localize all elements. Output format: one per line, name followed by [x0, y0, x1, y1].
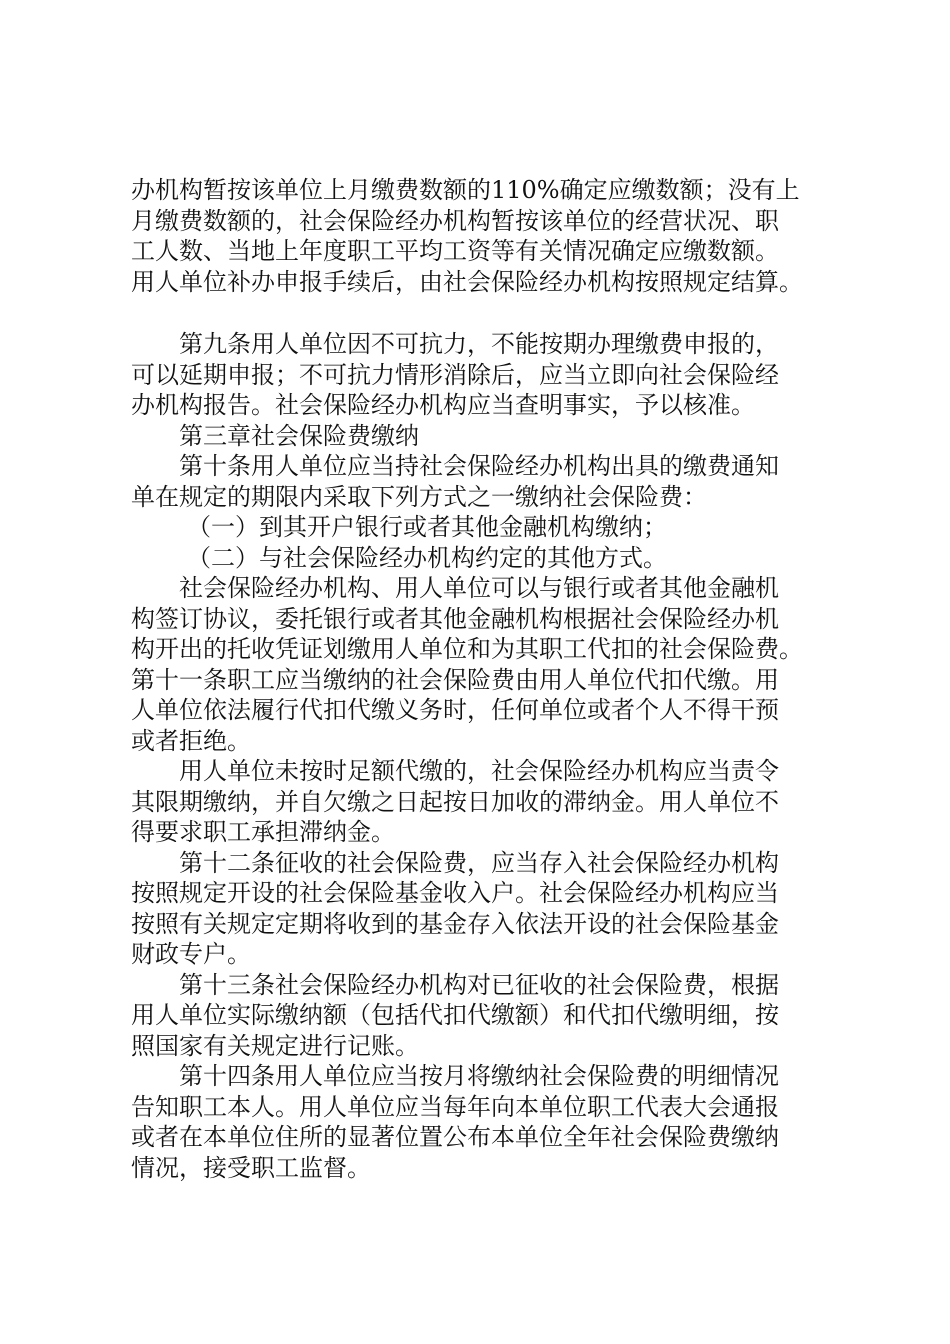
text-line: 单在规定的期限内采取下列方式之一缴纳社会保险费： [131, 482, 707, 511]
text-line: 得要求职工承担滞纳金。 [131, 818, 395, 846]
article-12-line: 第十二条征收的社会保险费，应当存入社会保险经办机构 [179, 848, 779, 877]
text-line: 工人数、当地上年度职工平均工资等有关情况确定应缴数额。 [131, 237, 779, 265]
text-line: 构开出的托收凭证划缴用人单位和为其职工代扣的社会保险费。 [131, 635, 803, 663]
text-line: 办机构暂按该单位上月缴费数额的110%确定应缴数额；没有上 [131, 176, 800, 204]
text-line: 用人单位补办申报手续后，由社会保险经办机构按照规定结算。 [131, 267, 803, 296]
text-line: 人单位依法履行代扣代缴义务时，任何单位或者个人不得干预 [131, 696, 779, 724]
chapter-heading: 第三章社会保险费缴纳 [179, 421, 419, 450]
article-body [131, 329, 851, 1183]
text-line: 情况，接受职工监督。 [131, 1153, 371, 1182]
article-9-line: 第九条用人单位因不可抗力，不能按期办理缴费申报的， [179, 330, 779, 358]
article-11-line: 第十一条职工应当缴纳的社会保险费由用人单位代扣代缴。用 [131, 665, 779, 694]
list-item: （一）到其开户银行或者其他金融机构缴纳； [187, 513, 667, 541]
paragraph-continuation [131, 175, 851, 297]
text-line: 其限期缴纳，并自欠缴之日起按日加收的滞纳金。用人单位不 [131, 787, 779, 816]
text-line: 办机构报告。社会保险经办机构应当查明事实，予以核准。 [131, 391, 755, 419]
text-line: 或者在本单位住所的显著位置公布本单位全年社会保险费缴纳 [131, 1123, 779, 1151]
text-line: 构签订协议，委托银行或者其他金融机构根据社会保险经办机 [131, 604, 779, 633]
text-line: 用人单位实际缴纳额（包括代扣代缴额）和代扣代缴明细，按 [131, 1001, 779, 1029]
article-10-line: 第十条用人单位应当持社会保险经办机构出具的缴费通知 [179, 452, 779, 480]
article-14-line: 第十四条用人单位应当按月将缴纳社会保险费的明细情况 [179, 1062, 779, 1090]
text-line: 或者拒绝。 [131, 726, 251, 755]
article-13-line: 第十三条社会保险经办机构对已征收的社会保险费，根据 [179, 970, 779, 999]
text-line: 告知职工本人。用人单位应当每年向本单位职工代表大会通报 [131, 1092, 779, 1121]
text-line: 用人单位未按时足额代缴的，社会保险经办机构应当责令 [179, 757, 779, 785]
text-line: 财政专户。 [131, 940, 251, 968]
text-line: 按照规定开设的社会保险基金收入户。社会保险经办机构应当 [131, 879, 779, 907]
text-line: 按照有关规定定期将收到的基金存入依法开设的社会保险基金 [131, 909, 779, 938]
text-line: 照国家有关规定进行记账。 [131, 1031, 419, 1060]
text-line: 社会保险经办机构、用人单位可以与银行或者其他金融机 [179, 574, 779, 602]
text-line: 月缴费数额的，社会保险经办机构暂按该单位的经营状况、职 [131, 206, 779, 235]
list-item: （二）与社会保险经办机构约定的其他方式。 [187, 543, 667, 572]
text-line: 可以延期申报；不可抗力情形消除后，应当立即向社会保险经 [131, 360, 779, 389]
